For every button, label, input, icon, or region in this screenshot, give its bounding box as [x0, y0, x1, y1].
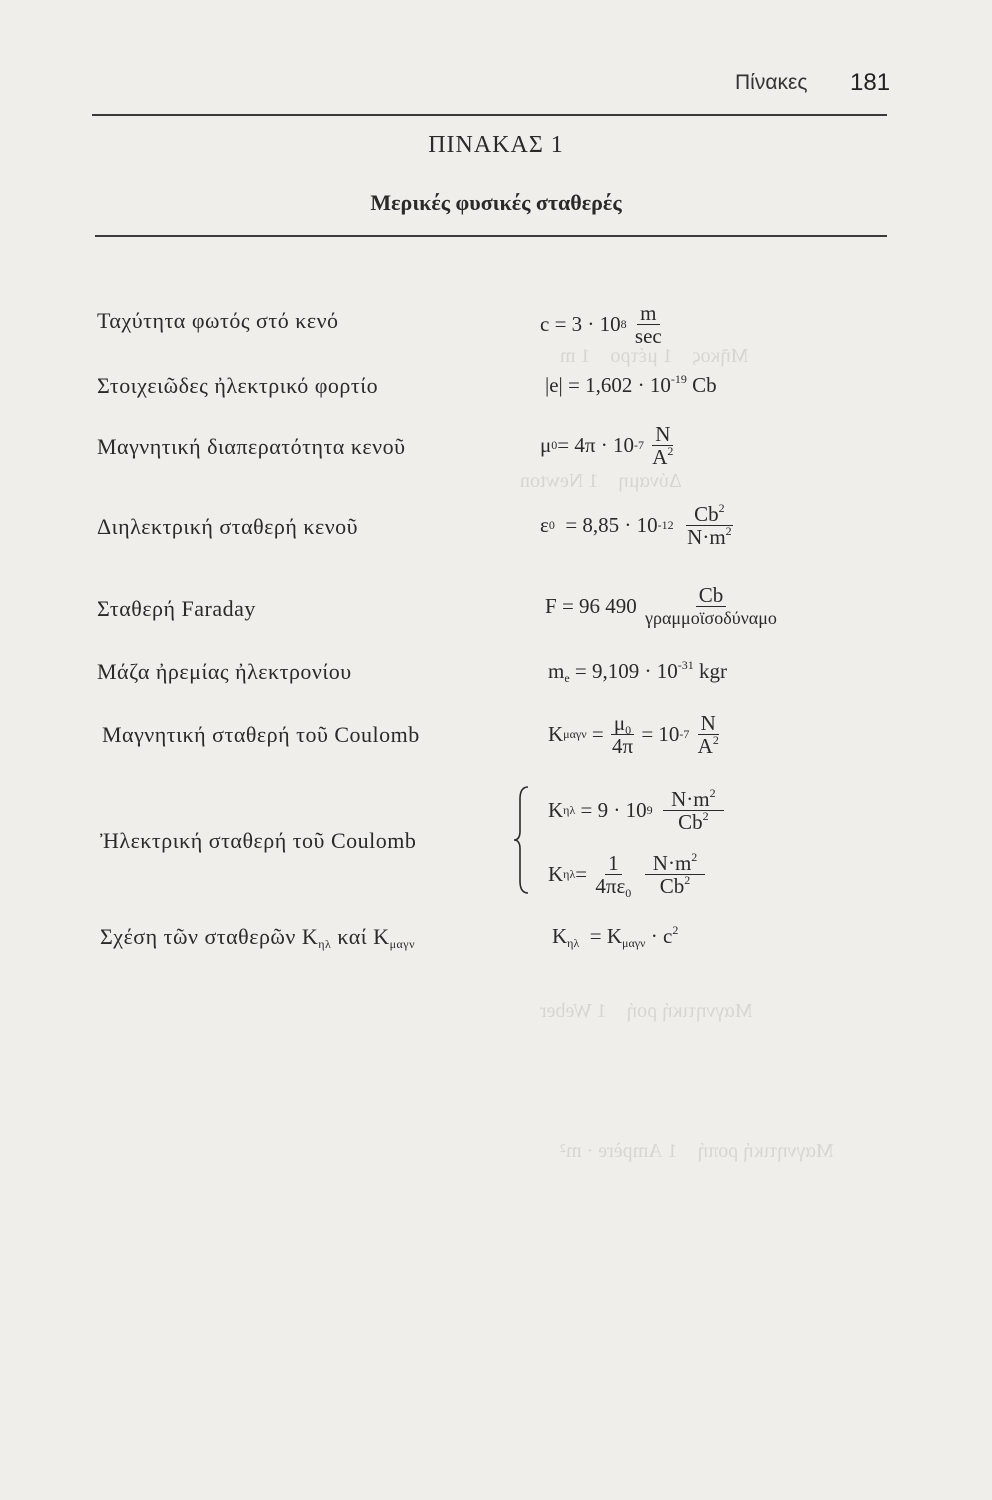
table-title: ΠΙΝΑΚΑΣ 1	[428, 132, 564, 158]
page-number: 181	[850, 69, 891, 96]
curly-brace	[512, 785, 532, 895]
formula-faraday: F = 96 490 $\frac{Cb}{\text{γραμμοϊσοδύναμο}}$	[545, 582, 777, 628]
formula-magnetic-coulomb: K μαγν = $\frac{\mu_0}{4\pi}$ = 10 -7 $\frac{N}{A^2}$	[548, 710, 719, 758]
formula-permittivity: ε 0 = 8,85 · 10 -12 $\frac{Cb^2}{N\cdot m^2}$	[540, 500, 732, 549]
row-label-electric-coulomb: Ἠλεκτρική σταθερή τοῦ Coulomb	[100, 828, 417, 853]
row-label-magnetic-coulomb: Μαγνητική σταθερή τοῦ Coulomb	[102, 722, 420, 747]
table-subtitle: Μερικές φυσικές σταθερές	[370, 190, 622, 215]
row-label-elementary-charge: Στοιχειῶδες ἠλεκτρικό φορτίο	[97, 373, 379, 398]
header-rule	[92, 114, 887, 116]
formula-permeability: μ 0 = 4π · 10 -7 $\frac{N}{A^2}$	[540, 421, 674, 469]
row-label-permittivity: Διηλεκτρική σταθερή κενοῦ	[97, 514, 359, 539]
subtitle-rule	[95, 235, 887, 237]
row-label-permeability: Μαγνητική διαπερατότητα κενοῦ	[97, 434, 406, 459]
row-label-speed-of-light: Ταχύτητα φωτός στό κενό	[97, 308, 339, 333]
formula-electric-coulomb-2: K ηλ = $\frac{1}{4\pi\varepsilon_0}$ $\frac{N\cdot m^2}{Cb^2}$	[548, 846, 705, 902]
bleed-through-text: Δύναμη 1 Newton	[520, 470, 682, 492]
formula-electron-mass: $m_e = 9,109 \cdot 10^{-31}$ kgr	[548, 658, 728, 685]
row-label-relation: Σχέση τῶν σταθερῶν $K_{\eta\lambda}$ καί $K_{\mu\alpha\gamma\nu}$	[100, 924, 416, 951]
row-label-faraday: Σταθερή Faraday	[97, 596, 256, 621]
bleed-through-text: Μῆκος 1 μέτρο 1 m	[560, 345, 749, 367]
row-label-electron-mass: Μάζα ἠρεμίας ἠλεκτρονίου	[97, 659, 352, 684]
formula-elementary-charge: $|e| = 1,602 \cdot 10^{-19}$ Cb	[545, 372, 717, 397]
bleed-through-text: Μαγνητική ροή 1 Weber	[540, 1000, 753, 1022]
formula-relation: $K_{\eta\lambda} = K_{\mu\alpha\gamma\nu} \cdot c^2$	[552, 923, 679, 950]
formula-speed-of-light: c = 3 · 10 8 $\frac{m}{\sec}$	[540, 300, 662, 348]
formula-electric-coulomb-1: K ηλ = 9 · 10 9 $\frac{N\cdot m^2}{Cb^2}$	[548, 782, 724, 838]
section-header: Πίνακες	[735, 71, 808, 94]
bleed-through-text: Μαγνητική ροπή 1 Ampère · m²	[560, 1140, 834, 1162]
